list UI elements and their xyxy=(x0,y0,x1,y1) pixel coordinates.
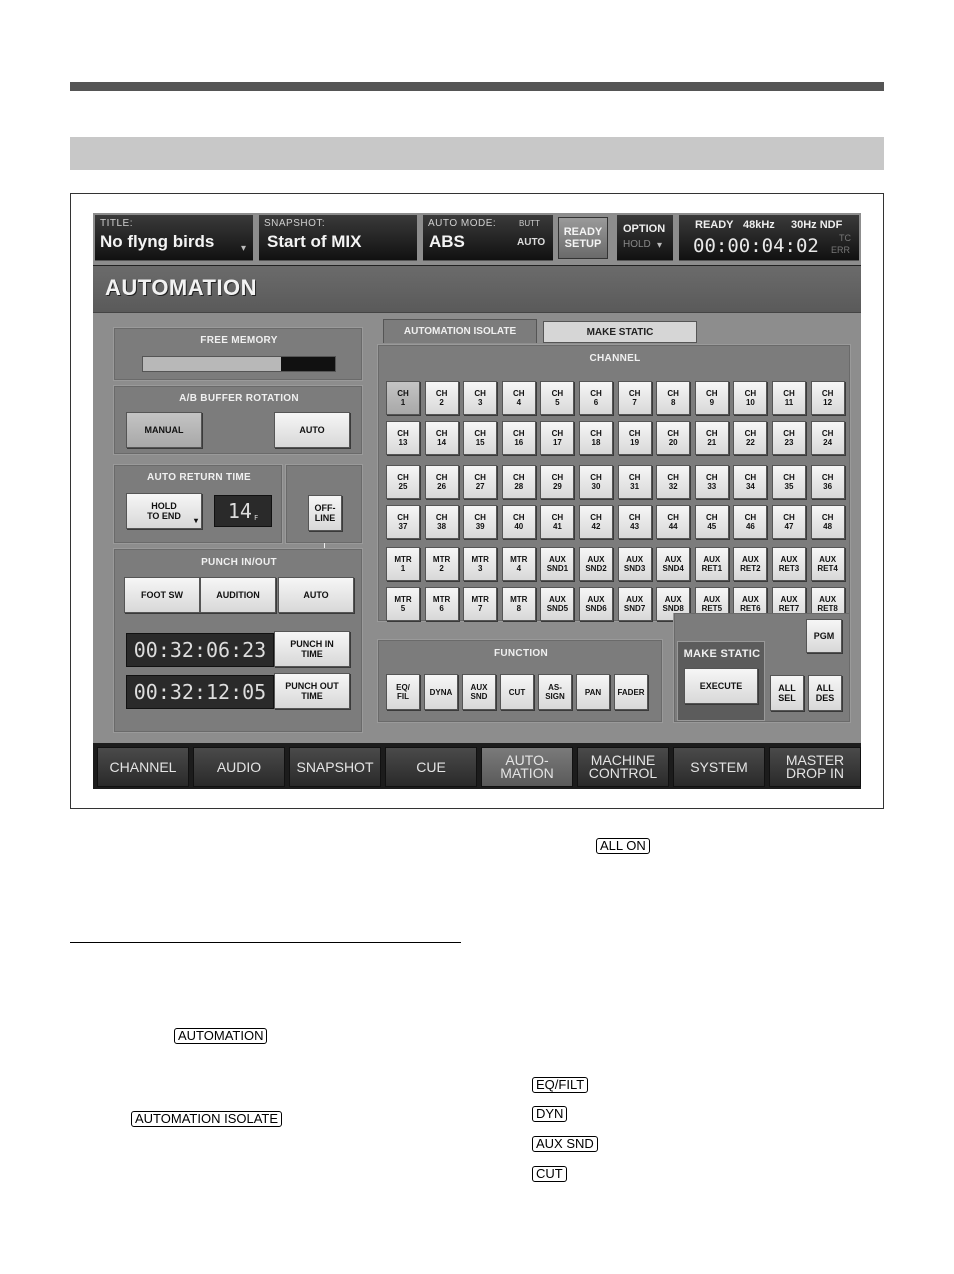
auto-return-panel xyxy=(113,464,283,544)
nav-tab[interactable]: MASTER DROP IN xyxy=(769,747,861,787)
channel-button[interactable]: AUX SND3 xyxy=(618,547,652,581)
channel-button[interactable]: MTR 2 xyxy=(425,547,459,581)
free-memory-meter xyxy=(142,356,336,372)
function-button[interactable]: PAN xyxy=(576,674,610,710)
audition-button[interactable]: AUDITION xyxy=(200,577,276,613)
hold-dropdown-icon: ▾ xyxy=(193,516,198,525)
channel-button[interactable]: CH 2 xyxy=(425,381,459,415)
channel-button[interactable]: MTR 5 xyxy=(386,587,420,621)
pgm-button[interactable]: PGM xyxy=(806,619,842,653)
snapshot-label: SNAPSHOT: xyxy=(264,218,326,229)
punch-in-time-button[interactable]: PUNCH IN TIME xyxy=(274,631,350,667)
bottom-nav-bar xyxy=(93,743,861,789)
function-button[interactable]: CUT xyxy=(500,674,534,710)
section-header-bar xyxy=(70,137,884,170)
hold-to-end-label: HOLD TO END xyxy=(147,501,181,521)
nav-tab[interactable]: AUDIO xyxy=(193,747,285,787)
channel-button[interactable]: CH 13 xyxy=(386,421,420,455)
channel-button[interactable]: MTR 3 xyxy=(463,547,497,581)
free-memory-panel xyxy=(113,327,363,381)
channel-button[interactable]: CH 35 xyxy=(772,465,806,499)
channel-button[interactable]: CH 41 xyxy=(540,505,574,539)
tc-indicator: TC xyxy=(839,233,851,243)
execute-button[interactable]: EXECUTE xyxy=(684,668,758,704)
channel-button[interactable]: AUX RET5 xyxy=(695,587,729,621)
function-button-row xyxy=(378,640,664,724)
channel-button[interactable]: MTR 4 xyxy=(502,547,536,581)
free-memory-used-fill xyxy=(281,357,335,371)
auto-mode-butt: BUTT xyxy=(519,219,540,228)
snapshot-field[interactable] xyxy=(259,215,417,261)
channel-button[interactable]: CH 6 xyxy=(579,381,613,415)
channel-button[interactable]: AUX RET3 xyxy=(772,547,806,581)
channel-button[interactable]: CH 14 xyxy=(425,421,459,455)
channel-button[interactable]: AUX RET1 xyxy=(695,547,729,581)
channel-button[interactable]: CH 9 xyxy=(695,381,729,415)
buffer-rotation-panel xyxy=(113,385,363,455)
status-fps: 30Hz NDF xyxy=(791,219,843,231)
punch-out-time-display: 00:32:12:05 xyxy=(126,675,274,709)
nav-tab[interactable]: CHANNEL xyxy=(97,747,189,787)
channel-button[interactable]: CH 48 xyxy=(811,505,845,539)
channel-button[interactable]: CH 11 xyxy=(772,381,806,415)
function-button[interactable]: AS- SIGN xyxy=(538,674,572,710)
punch-auto-button[interactable]: AUTO xyxy=(278,577,354,613)
channel-button[interactable]: CH 24 xyxy=(811,421,845,455)
screenshot-frame xyxy=(70,193,884,809)
option-hold: HOLD xyxy=(623,239,651,250)
title-dropdown-icon: ▾ xyxy=(241,243,247,254)
channel-button[interactable]: CH 22 xyxy=(733,421,767,455)
channel-grid xyxy=(378,345,852,623)
channel-button[interactable]: CH 3 xyxy=(463,381,497,415)
channel-button[interactable]: MTR 7 xyxy=(463,587,497,621)
channel-button[interactable]: CH 40 xyxy=(502,505,536,539)
function-panel xyxy=(377,639,663,723)
channel-button[interactable]: CH 27 xyxy=(463,465,497,499)
snapshot-value: Start of MIX xyxy=(267,232,362,251)
channel-button[interactable]: MTR 8 xyxy=(502,587,536,621)
function-button[interactable]: DYNA xyxy=(424,674,458,710)
channel-button[interactable]: CH 8 xyxy=(656,381,690,415)
free-memory-label: FREE MEMORY xyxy=(200,335,278,346)
channel-button[interactable]: AUX SND7 xyxy=(618,587,652,621)
title-label: TITLE: xyxy=(100,218,134,229)
automation-isolate-key: AUTOMATION ISOLATE xyxy=(131,1111,282,1127)
channel-button[interactable]: CH 46 xyxy=(733,505,767,539)
punch-in-time-display: 00:32:06:23 xyxy=(126,633,274,667)
option-label: OPTION xyxy=(623,223,666,235)
err-indicator: ERR xyxy=(831,245,851,255)
title-field[interactable] xyxy=(95,215,253,261)
auto-mode-field[interactable] xyxy=(423,215,553,261)
auto-return-value-display xyxy=(214,495,272,527)
buffer-rotation-label: A/B BUFFER ROTATION xyxy=(179,393,299,404)
channel-label: CHANNEL xyxy=(589,353,641,364)
channel-button[interactable]: CH 16 xyxy=(502,421,536,455)
auto-mode-label: AUTO MODE: xyxy=(428,218,497,229)
tab-make-static[interactable]: MAKE STATIC xyxy=(543,321,697,343)
auto-mode-auto: AUTO xyxy=(517,237,546,248)
channel-button[interactable]: CH 34 xyxy=(733,465,767,499)
channel-button[interactable]: CH 18 xyxy=(579,421,613,455)
channel-button[interactable]: CH 25 xyxy=(386,465,420,499)
function-button[interactable]: FADER xyxy=(614,674,648,710)
channel-button[interactable]: CH 32 xyxy=(656,465,690,499)
function-button[interactable]: EQ/ FIL xyxy=(386,674,420,710)
channel-button[interactable]: CH 45 xyxy=(695,505,729,539)
channel-button[interactable]: AUX RET8 xyxy=(811,587,845,621)
option-dropdown-icon: ▾ xyxy=(657,240,663,251)
channel-button[interactable]: CH 19 xyxy=(618,421,652,455)
eq-filt-key: EQ/FILT xyxy=(532,1077,588,1093)
channel-button[interactable]: CH 31 xyxy=(618,465,652,499)
auto-return-unit: F xyxy=(253,514,259,522)
channel-button[interactable]: CH 47 xyxy=(772,505,806,539)
punch-panel xyxy=(113,548,363,733)
function-label: FUNCTION xyxy=(493,648,549,659)
status-ready: READY xyxy=(695,219,734,231)
ready-setup-button[interactable]: READY SETUP xyxy=(558,217,608,259)
offline-button[interactable]: OFF- LINE xyxy=(308,495,342,531)
auto-rotation-button[interactable]: AUTO xyxy=(274,412,350,448)
nav-tab[interactable]: SYSTEM xyxy=(673,747,765,787)
channel-button[interactable]: CH 1 xyxy=(386,381,420,415)
channel-button[interactable]: CH 44 xyxy=(656,505,690,539)
channel-button[interactable]: CH 20 xyxy=(656,421,690,455)
channel-button[interactable]: CH 17 xyxy=(540,421,574,455)
channel-button[interactable]: CH 38 xyxy=(425,505,459,539)
channel-button[interactable]: CH 42 xyxy=(579,505,613,539)
channel-button[interactable]: MTR 6 xyxy=(425,587,459,621)
channel-button[interactable]: AUX SND4 xyxy=(656,547,690,581)
channel-button[interactable]: MTR 1 xyxy=(386,547,420,581)
channel-button[interactable]: AUX RET4 xyxy=(811,547,845,581)
offline-panel xyxy=(285,464,363,544)
channel-button[interactable]: CH 5 xyxy=(540,381,574,415)
make-static-label: MAKE STATIC xyxy=(683,648,761,660)
channel-button[interactable]: CH 23 xyxy=(772,421,806,455)
punch-out-time-button[interactable]: PUNCH OUT TIME xyxy=(274,673,350,709)
channel-button[interactable]: CH 10 xyxy=(733,381,767,415)
auto-return-value: 14 xyxy=(227,499,252,523)
section-rule xyxy=(70,942,461,943)
cut-key: CUT xyxy=(532,1166,567,1182)
channel-button[interactable]: CH 39 xyxy=(463,505,497,539)
automation-screen xyxy=(93,213,861,789)
channel-button[interactable]: AUX SND2 xyxy=(579,547,613,581)
channel-button[interactable]: AUX RET2 xyxy=(733,547,767,581)
hold-to-end-button[interactable] xyxy=(126,493,202,529)
channel-button[interactable]: AUX SND6 xyxy=(579,587,613,621)
auto-mode-value: ABS xyxy=(429,232,465,251)
channel-button[interactable]: CH 26 xyxy=(425,465,459,499)
channel-button[interactable]: CH 36 xyxy=(811,465,845,499)
channel-button[interactable]: AUX SND1 xyxy=(540,547,574,581)
channel-button[interactable]: CH 7 xyxy=(618,381,652,415)
channel-panel xyxy=(377,344,851,622)
aux-snd-key: AUX SND xyxy=(532,1136,598,1152)
timecode-display: 00:00:04:02 xyxy=(693,235,819,257)
channel-button[interactable]: CH 30 xyxy=(579,465,613,499)
status-display xyxy=(679,215,859,261)
channel-button[interactable]: AUX RET6 xyxy=(733,587,767,621)
top-rule-bar xyxy=(70,82,884,91)
dyn-key: DYN xyxy=(532,1106,567,1122)
nav-tab[interactable]: SNAPSHOT xyxy=(289,747,381,787)
nav-tab[interactable]: MACHINE CONTROL xyxy=(577,747,669,787)
auto-return-label: AUTO RETURN TIME xyxy=(146,472,252,483)
status-rate: 48kHz xyxy=(743,219,775,231)
manual-button[interactable]: MANUAL xyxy=(126,412,202,448)
channel-button[interactable]: CH 28 xyxy=(502,465,536,499)
channel-button[interactable]: CH 15 xyxy=(463,421,497,455)
channel-button[interactable]: CH 21 xyxy=(695,421,729,455)
function-button[interactable]: AUX SND xyxy=(462,674,496,710)
channel-button[interactable]: CH 33 xyxy=(695,465,729,499)
channel-button[interactable]: CH 12 xyxy=(811,381,845,415)
nav-tab[interactable]: AUTO- MATION xyxy=(481,747,573,787)
channel-button[interactable]: CH 4 xyxy=(502,381,536,415)
nav-tab[interactable]: CUE xyxy=(385,747,477,787)
tab-automation-isolate[interactable]: AUTOMATION ISOLATE xyxy=(383,319,537,343)
foot-sw-button[interactable]: FOOT SW xyxy=(124,577,200,613)
title-value: No flyng birds xyxy=(100,232,215,251)
channel-button[interactable]: CH 37 xyxy=(386,505,420,539)
channel-button[interactable]: CH 43 xyxy=(618,505,652,539)
channel-button[interactable]: AUX RET7 xyxy=(772,587,806,621)
all-on-key: ALL ON xyxy=(596,838,650,854)
page-title: AUTOMATION xyxy=(105,275,258,300)
all-des-button[interactable]: ALL DES xyxy=(808,675,842,711)
channel-button[interactable]: CH 29 xyxy=(540,465,574,499)
punch-label: PUNCH IN/OUT xyxy=(201,557,277,568)
option-button[interactable] xyxy=(617,215,673,261)
make-static-panel xyxy=(677,641,765,721)
automation-key: AUTOMATION xyxy=(174,1028,267,1044)
channel-button[interactable]: AUX SND8 xyxy=(656,587,690,621)
all-sel-button[interactable]: ALL SEL xyxy=(770,675,804,711)
channel-button[interactable]: AUX SND5 xyxy=(540,587,574,621)
